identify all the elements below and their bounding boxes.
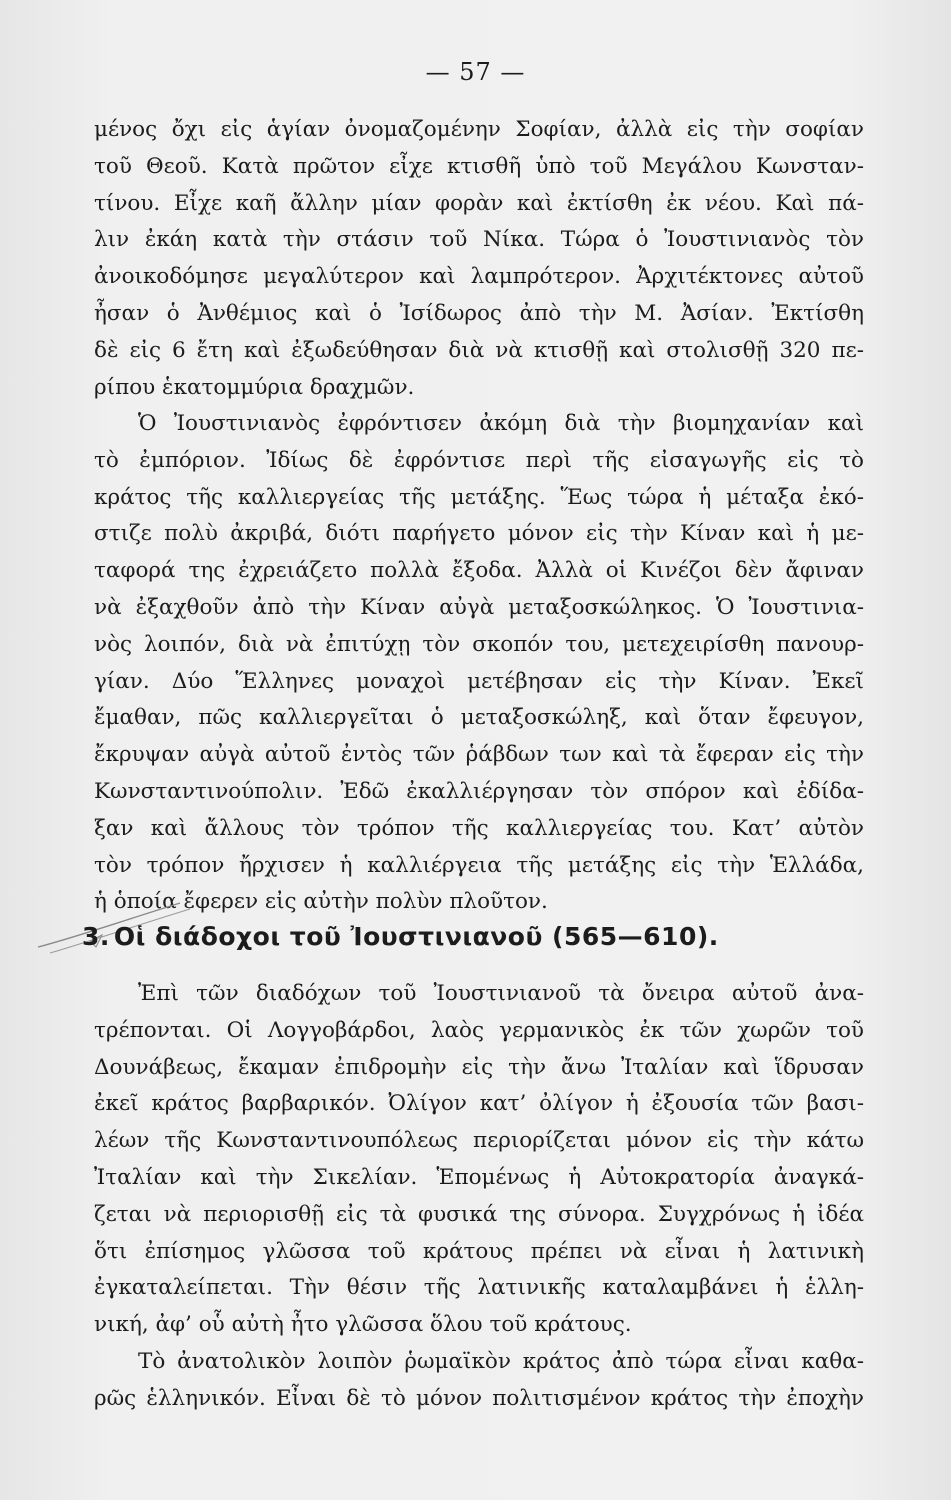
- text-line: νική, ἀφ’ οὗ αὐτὴ ἦτο γλῶσσα ὅλου τοῦ κράτους.: [94, 1312, 632, 1338]
- paragraph-2: [94, 406, 864, 921]
- text-line: ἦσαν ὁ Ἀνθέμιος καὶ ὁ Ἰσίδωρος ἀπὸ τὴν Μ. Ἀσίαν. Ἐκτίσθη: [94, 300, 864, 326]
- text-line: ἀνοικοδόμησε μεγαλύτερον καὶ λαμπρότερον. Ἀρχιτέκτονες αὐτοῦ: [94, 264, 864, 290]
- text-line: ρῶς ἑλληνικόν. Εἶναι δὲ τὸ μόνον πολιτισμένον κράτος τὴν ἐποχὴν: [94, 1385, 864, 1411]
- text-line: ἐγκαταλείπεται. Τὴν θέσιν τῆς λατινικῆς καταλαμβάνει ἡ ἑλλη-: [94, 1275, 864, 1301]
- text-line: ἡ ὁποία ἔφερεν εἰς αὐτὴν πολὺν πλοῦτον.: [94, 889, 548, 915]
- text-line: λιν ἐκάη κατὰ τὴν στάσιν τοῦ Νίκα. Τώρα ὁ Ἰουστινιανὸς τὸν: [94, 227, 864, 253]
- paragraph-4: [94, 1344, 864, 1418]
- text-line: τίνου. Εἶχε καῆ ἄλλην μίαν φορὰν καὶ ἐκτίσθη ἐκ νέου. Καὶ πά-: [94, 190, 864, 216]
- paragraph-3: [94, 976, 864, 1344]
- text-line: ἐκεῖ κράτος βαρβαρικόν. Ὀλίγον κατ’ ὀλίγον ἡ ἐξουσία τῶν βασι-: [94, 1091, 864, 1117]
- section-title: Οἱ διάδοχοι τοῦ Ἰουστινιανοῦ (565—610).: [113, 922, 719, 951]
- text-line: νὰ ἐξαχθοῦν ἀπὸ τὴν Κίναν αὐγὰ μεταξοσκώληκος. Ὁ Ἰουστινια-: [94, 594, 864, 620]
- text-line: μένος ὄχι εἰς ἁγίαν ὀνομαζομένην Σοφίαν, ἀλλὰ εἰς τὴν σοφίαν: [94, 117, 864, 142]
- text-line: κράτος τῆς καλλιεργείας τῆς μετάξης. Ἕως τώρα ἡ μέταξα ἐκό-: [94, 484, 864, 510]
- text-line: ἔμαθαν, πῶς καλλιεργεῖται ὁ μεταξοσκώληξ, καὶ ὅταν ἔφευγον,: [94, 705, 864, 731]
- text-line: Δουνάβεως, ἔκαμαν ἐπιδρομὴν εἰς τὴν ἄνω Ἰταλίαν καὶ ἵδρυσαν: [94, 1054, 864, 1080]
- paragraph-1: [94, 112, 864, 406]
- text-line: Ἐπὶ τῶν διαδόχων τοῦ Ἰουστινιανοῦ τὰ ὄνειρα αὐτοῦ ἀνα-: [138, 981, 864, 1006]
- text-line: τὸ ἐμπόριον. Ἰδίως δὲ ἐφρόντισε περὶ τῆς εἰσαγωγῆς εἰς τὸ: [94, 447, 864, 473]
- text-line: Ἰταλίαν καὶ τὴν Σικελίαν. Ἑπομένως ἡ Αὐτοκρατορία ἀναγκά-: [94, 1164, 864, 1190]
- section-number: 3.: [82, 922, 110, 951]
- text-line: Κωνσταντινούπολιν. Ἐδῶ ἐκαλλιέργησαν τὸν σπόρον καὶ ἐδίδα-: [94, 778, 864, 804]
- text-line: ζεται νὰ περιορισθῇ εἰς τὰ φυσικά της σύνορα. Συγχρόνως ἡ ἰδέα: [94, 1201, 864, 1227]
- text-line: ξαν καὶ ἄλλους τὸν τρόπον τῆς καλλιεργείας του. Κατ’ αὐτὸν: [94, 815, 864, 841]
- text-line: λέων τῆς Κωνσταντινουπόλεως περιορίζεται μόνον εἰς τὴν κάτω: [94, 1128, 864, 1154]
- text-line: τοῦ Θεοῦ. Κατὰ πρῶτον εἶχε κτισθῆ ὑπὸ τοῦ Μεγάλου Κωνσταν-: [94, 153, 864, 179]
- text-line: ρίπου ἑκατομμύρια δραχμῶν.: [94, 374, 415, 400]
- text-line: τρέπονται. Οἱ Λογγοβάρδοι, λαὸς γερμανικὸς ἐκ τῶν χωρῶν τοῦ: [94, 1017, 864, 1043]
- text-line: ὅτι ἐπίσημος γλῶσσα τοῦ κράτους πρέπει νὰ εἶναι ἡ λατινικὴ: [94, 1238, 864, 1264]
- text-line: νὸς λοιπόν, διὰ νὰ ἐπιτύχῃ τὸν σκοπόν του, μετεχειρίσθη πανουρ-: [94, 631, 864, 657]
- text-line: τὸν τρόπον ἤρχισεν ἡ καλλιέργεια τῆς μετάξης εἰς τὴν Ἑλλάδα,: [94, 852, 864, 878]
- text-line: Τὸ ἀνατολικὸν λοιπὸν ῥωμαϊκὸν κράτος ἀπὸ τώρα εἶναι καθα-: [138, 1349, 864, 1374]
- text-line: γίαν. Δύο Ἕλληνες μοναχοὶ μετέβησαν εἰς τὴν Κίναν. Ἐκεῖ: [94, 668, 864, 694]
- text-line: δὲ εἰς 6 ἔτη καὶ ἐξωδεύθησαν διὰ νὰ κτισθῇ καὶ στολισθῇ 320 πε-: [94, 337, 864, 363]
- text-line: ταφορά της ἐχρειάζετο πολλὰ ἔξοδα. Ἀλλὰ οἱ Κινέζοι δὲν ἄφιναν: [94, 558, 864, 584]
- page-number: — 57 —: [425, 58, 526, 86]
- text-line: στιζε πολὺ ἀκριβά, διότι παρήγετο μόνον εἰς τὴν Κίναν καὶ ἡ με-: [94, 521, 864, 547]
- text-line: ἔκρυψαν αὐγὰ αὐτοῦ ἐντὸς τῶν ῥάβδων των καὶ τὰ ἔφεραν εἰς τὴν: [94, 742, 864, 768]
- section-heading: [82, 914, 872, 960]
- text-line: Ὁ Ἰουστινιανὸς ἐφρόντισεν ἀκόμη διὰ τὴν βιομηχανίαν καὶ: [138, 411, 864, 436]
